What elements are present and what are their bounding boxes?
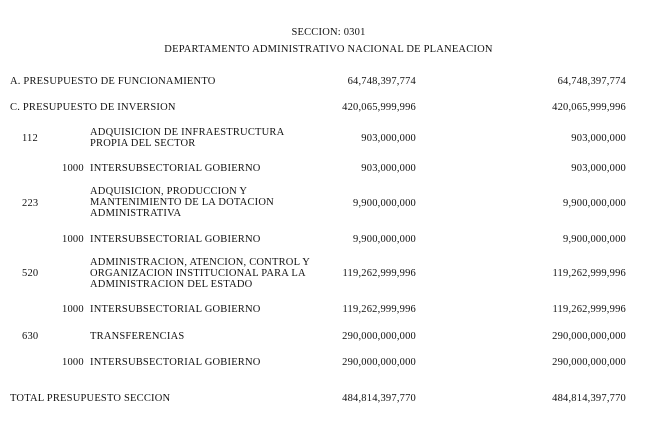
subprogram-label: INTERSUBSECTORIAL GOBIERNO xyxy=(90,304,261,315)
program-title-line: ADMINISTRACION, ATENCION, CONTROL Y xyxy=(90,257,311,268)
subprogram-value-1: 119,262,999,996 xyxy=(342,304,416,315)
program-title xyxy=(90,186,320,219)
program-title-line: ADQUISICION DE INFRAESTRUCTURA xyxy=(90,127,285,138)
program-value-2: 9,900,000,000 xyxy=(563,198,626,209)
subprogram-value-1: 903,000,000 xyxy=(361,163,416,174)
funcionamiento-value-2: 64,748,397,774 xyxy=(557,76,626,87)
subprogram-value-2: 9,900,000,000 xyxy=(563,234,626,245)
program-code: 630 xyxy=(22,331,39,342)
subprogram-value-2: 119,262,999,996 xyxy=(552,304,626,315)
program-title-line: MANTENIMIENTO DE LA DOTACION xyxy=(90,197,274,208)
program-value-2: 903,000,000 xyxy=(571,133,626,144)
program-code: 112 xyxy=(22,133,38,144)
total-value-2: 484,814,397,770 xyxy=(552,393,626,404)
subprogram-value-2: 903,000,000 xyxy=(571,163,626,174)
program-value-1: 290,000,000,000 xyxy=(342,331,416,342)
program-title xyxy=(90,331,184,342)
program-title-line: ADMINISTRACION DEL ESTADO xyxy=(90,279,253,290)
program-title-line: ADMINISTRATIVA xyxy=(90,208,182,219)
program-code: 520 xyxy=(22,268,39,279)
program-code: 223 xyxy=(22,198,39,209)
subprogram-code: 1000 xyxy=(62,304,84,315)
subprogram-value-2: 290,000,000,000 xyxy=(552,357,626,368)
inversion-value-2: 420,065,999,996 xyxy=(552,102,626,113)
subprogram-label: INTERSUBSECTORIAL GOBIERNO xyxy=(90,234,261,245)
section-title: SECCION: 0301 xyxy=(291,27,366,38)
program-title-line: TRANSFERENCIAS xyxy=(90,331,185,342)
subprogram-code: 1000 xyxy=(62,234,84,245)
funcionamiento-value-1: 64,748,397,774 xyxy=(347,76,416,87)
subprogram-value-1: 9,900,000,000 xyxy=(353,234,416,245)
program-value-2: 119,262,999,996 xyxy=(552,268,626,279)
inversion-label: C. PRESUPUESTO DE INVERSION xyxy=(10,102,176,113)
subprogram-value-1: 290,000,000,000 xyxy=(342,357,416,368)
program-value-1: 119,262,999,996 xyxy=(342,268,416,279)
subprogram-code: 1000 xyxy=(62,163,84,174)
program-title xyxy=(90,127,320,149)
subprogram-label: INTERSUBSECTORIAL GOBIERNO xyxy=(90,163,261,174)
total-label: TOTAL PRESUPUESTO SECCION xyxy=(10,393,171,404)
program-title xyxy=(90,257,330,290)
program-value-2: 290,000,000,000 xyxy=(552,331,626,342)
program-title-line: ADQUISICION, PRODUCCION Y xyxy=(90,186,248,197)
subprogram-label: INTERSUBSECTORIAL GOBIERNO xyxy=(90,357,261,368)
program-title-line: PROPIA DEL SECTOR xyxy=(90,138,196,149)
department-title: DEPARTAMENTO ADMINISTRATIVO NACIONAL DE PLANEACION xyxy=(164,44,493,55)
total-value-1: 484,814,397,770 xyxy=(342,393,416,404)
subprogram-code: 1000 xyxy=(62,357,84,368)
inversion-value-1: 420,065,999,996 xyxy=(342,102,416,113)
program-value-1: 903,000,000 xyxy=(361,133,416,144)
program-title-line: ORGANIZACION INSTITUCIONAL PARA LA xyxy=(90,268,306,279)
funcionamiento-label: A. PRESUPUESTO DE FUNCIONAMIENTO xyxy=(10,76,216,87)
program-value-1: 9,900,000,000 xyxy=(353,198,416,209)
